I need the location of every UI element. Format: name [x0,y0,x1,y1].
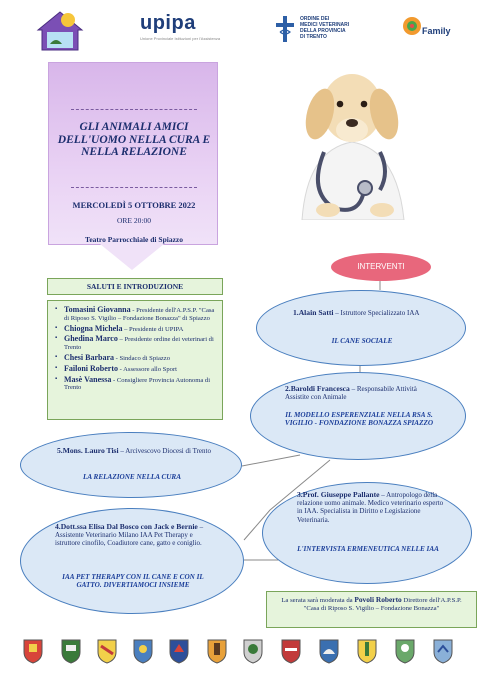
talk-1-topic: IL CANE SOCIALE [331,337,393,345]
crest-icon [432,636,454,664]
saluti-list [48,301,222,392]
ordine-line: DELLA PROVINCIA [300,28,346,34]
title-card [48,62,218,245]
talk-speaker: 4.Dott.ssa Elisa Dal Bosco con Jack e Bernie [55,522,198,531]
talk-description: – Responsabile Attività Assistite con Animale [285,385,417,402]
list-item [58,365,216,374]
upipa-logo [140,12,240,46]
title-card-pointer [100,244,164,270]
crest-icon [168,636,190,664]
crest-icon [96,636,118,664]
list-item [58,325,216,334]
list-item [58,376,216,393]
ordine-text [300,16,349,40]
speaker-role: - Consigliere Provincia Autonoma di Trento [64,376,211,392]
talk-4-ellipse [20,508,244,614]
family-word: Family [422,26,451,36]
crest-icon [132,636,154,664]
caduceus-icon [274,14,296,44]
family-heart-icon [402,16,422,40]
upipa-word: upipa [140,12,196,34]
event-venue: Teatro Parrocchiale di Spiazzo [85,235,183,244]
crest-icon [60,636,82,664]
speaker-name: Masè Vanessa [64,374,112,384]
saluti-list-box [47,300,223,420]
ordine-line: MEDICI VETERINARI [300,22,350,28]
speaker-role: – Presidente di UPIPA [122,325,184,333]
talk-speaker: 3.Prof. Giuseppe Pallante [297,490,380,499]
speaker-name: Chiogna Michela [64,323,123,333]
crest-icon [318,636,340,664]
talk-1-ellipse [256,290,466,366]
event-date: MERCOLEDÌ 5 OTTOBRE 2022 [72,200,196,210]
talk-1-speaker-line [293,309,437,317]
event-time: ORE 20:00 [117,216,151,225]
house-logo [34,8,86,52]
divider [71,187,197,188]
dog-vet-image [262,60,442,220]
talk-3-topic: L'INTERVISTA ERMENEUTICA NELLE IAA [297,545,439,553]
event-title: GLI ANIMALI AMICI DELL'UOMO NELLA CURA E NELLA RELAZIONE [57,121,211,158]
crest-icon [356,636,378,664]
family-logo [402,14,460,46]
moderator-name: Povoli Roberto [354,595,402,604]
talk-2-topic: IL MODELLO ESPERENZIALE NELLA RSA S. VIGILIO - FONDAZIONE BONAZZA SPIAZZO [284,411,434,428]
talk-3-ellipse [262,482,472,584]
speaker-role: - Assessore allo Sport [118,365,177,373]
saluti-heading: SALUTI E INTRODUZIONE [47,278,223,295]
talk-5-topic: LA RELAZIONE NELLA CURA [82,473,182,481]
talk-speaker: 2.Baroldi Francesca [285,384,350,393]
ordine-line: DI TRENTO [300,34,327,40]
crest-icon [206,636,228,664]
crest-icon [280,636,302,664]
divider [71,109,197,110]
list-item [58,335,216,352]
speaker-name: Ghedina Marco [64,334,118,344]
speaker-name: Failoni Roberto [64,363,118,373]
talk-4-speaker-line [55,523,215,548]
interventi-label: INTERVENTI [331,253,431,281]
list-item [58,354,216,363]
upipa-subtitle: Unione Provinciale Istituzioni per l'Assistenza [140,36,221,41]
speaker-name: Chesi Barbara [64,352,114,362]
talk-speaker: 5.Mons. Lauro Tisi [57,446,119,455]
municipal-crests-row [22,636,468,670]
speaker-role: - Sindaco di Spiazzo [114,354,171,362]
moderator-box [266,591,477,628]
ordine-line: ORDINE DEI [300,16,330,22]
talk-5-ellipse [20,432,242,498]
talk-description: – Assistente Veterinario Milano IAA Pet Therapy e istruttore cinofilo, Coadiutore cane, gatto e coniglio. [55,523,204,548]
talk-2-speaker-line [285,385,439,401]
talk-description: – Antropologo della relazione uomo animale. Medico veterinario esperto in IAA. Specialista in Diritto e Legislazione Veterinaria. [297,491,444,524]
talk-3-speaker-line [297,491,445,524]
talk-description: – Istruttore Specializzato IAA [333,309,420,317]
speaker-role: – Presidente ordine dei veterinari di Trento [64,336,214,352]
talk-speaker: 1.Alain Satti [293,308,334,317]
moderator-role: Direttore dell'A.P.S.P. "Casa di Riposo S. Vigilio – Fondazione Bonazza" [303,597,462,613]
talk-5-speaker-line [57,447,217,455]
list-item [58,306,216,323]
ordine-veterinari-logo [274,14,364,48]
speaker-role: - Presidente dell'A.P.S.P. "Casa di Riposo S. Vigilio – Fondazione Bonazza" di Spiazzo [64,307,215,322]
talk-2-ellipse [250,372,466,460]
speaker-name: Tomasini Giovanna [64,305,131,314]
crest-icon [242,636,264,664]
crest-icon [394,636,416,664]
moderator-prefix: La serata sarà moderata da [281,597,355,604]
talk-description: – Arcivescovo Diocesi di Trento [118,447,211,455]
crest-icon [22,636,44,664]
talk-4-topic: IAA PET THERAPY CON IL CANE E CON IL GATTO. DIVERTIAMOCI INSIEME [62,573,204,590]
